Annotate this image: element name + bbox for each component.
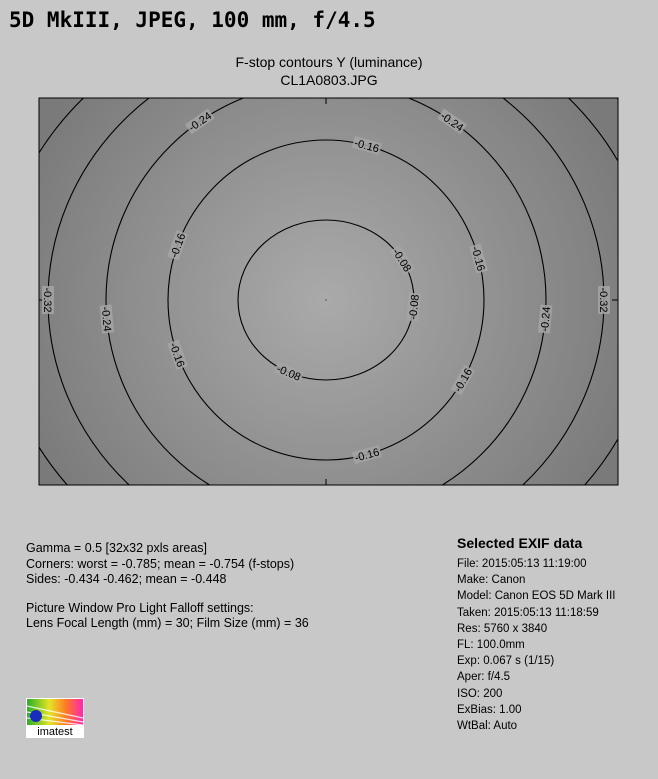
analysis-info (26, 541, 309, 632)
settings-heading: Picture Window Pro Light Falloff settings: (26, 600, 254, 615)
exif-taken: Taken: 2015:05:13 11:18:59 (457, 606, 599, 619)
contour-label: -0.16 (166, 341, 187, 369)
contour-label: -0.08 (389, 246, 414, 275)
contour-label: -0.08 (407, 294, 422, 321)
contour-label: -0.16 (452, 366, 476, 395)
logo-text: imatest (37, 726, 73, 738)
chart-title: F-stop contours Y (luminance) (235, 54, 423, 70)
sides-line: Sides: -0.434 -0.462; mean = -0.448 (26, 572, 227, 586)
header-title: 5D MkIII, JPEG, 100 mm, f/4.5 (9, 8, 376, 32)
contour-label: -0.24 (186, 110, 215, 135)
exif-aper: Aper: f/4.5 (457, 671, 511, 684)
contour-label: -0.32 (597, 287, 609, 313)
contour-label: -0.24 (98, 306, 113, 333)
contour-label: -0.16 (168, 231, 189, 260)
contour-label: -0.24 (437, 110, 466, 135)
exif-model: Model: Canon EOS 5D Mark III (457, 590, 616, 603)
exif-wtbal: WtBal: Auto (457, 720, 518, 733)
contour-label: -0.08 (274, 363, 303, 384)
exif-iso: ISO: 200 (457, 687, 503, 700)
imatest-logo (26, 698, 84, 738)
contour-label: -0.16 (468, 245, 487, 273)
exif-heading: Selected EXIF data (457, 535, 583, 551)
exif-fl: FL: 100.0mm (457, 639, 525, 652)
contour-label: -0.24 (539, 306, 554, 333)
gamma-line: Gamma = 0.5 [32x32 pxls areas] (26, 541, 207, 555)
exif-exp: Exp: 0.067 s (1/15) (457, 655, 555, 668)
contour-label: -0.32 (41, 287, 53, 313)
chart-subtitle: CL1A0803.JPG (280, 72, 378, 88)
contour-label: -0.16 (352, 137, 381, 156)
center-marker (325, 299, 327, 301)
corners-line: Corners: worst = -0.785; mean = -0.754 (f-stops) (26, 556, 295, 571)
exif-res: Res: 5760 x 3840 (457, 622, 548, 635)
settings-line: Lens Focal Length (mm) = 30; Film Size (mm) = 36 (26, 616, 309, 630)
exif-panel (457, 535, 616, 734)
exif-make: Make: Canon (457, 574, 526, 587)
plot-area (39, 98, 618, 485)
contour-label: -0.16 (353, 446, 381, 465)
logo-globe-icon (30, 710, 42, 722)
exif-exbias: ExBias: 1.00 (457, 703, 522, 716)
exif-file: File: 2015:05:13 11:19:00 (457, 558, 587, 570)
